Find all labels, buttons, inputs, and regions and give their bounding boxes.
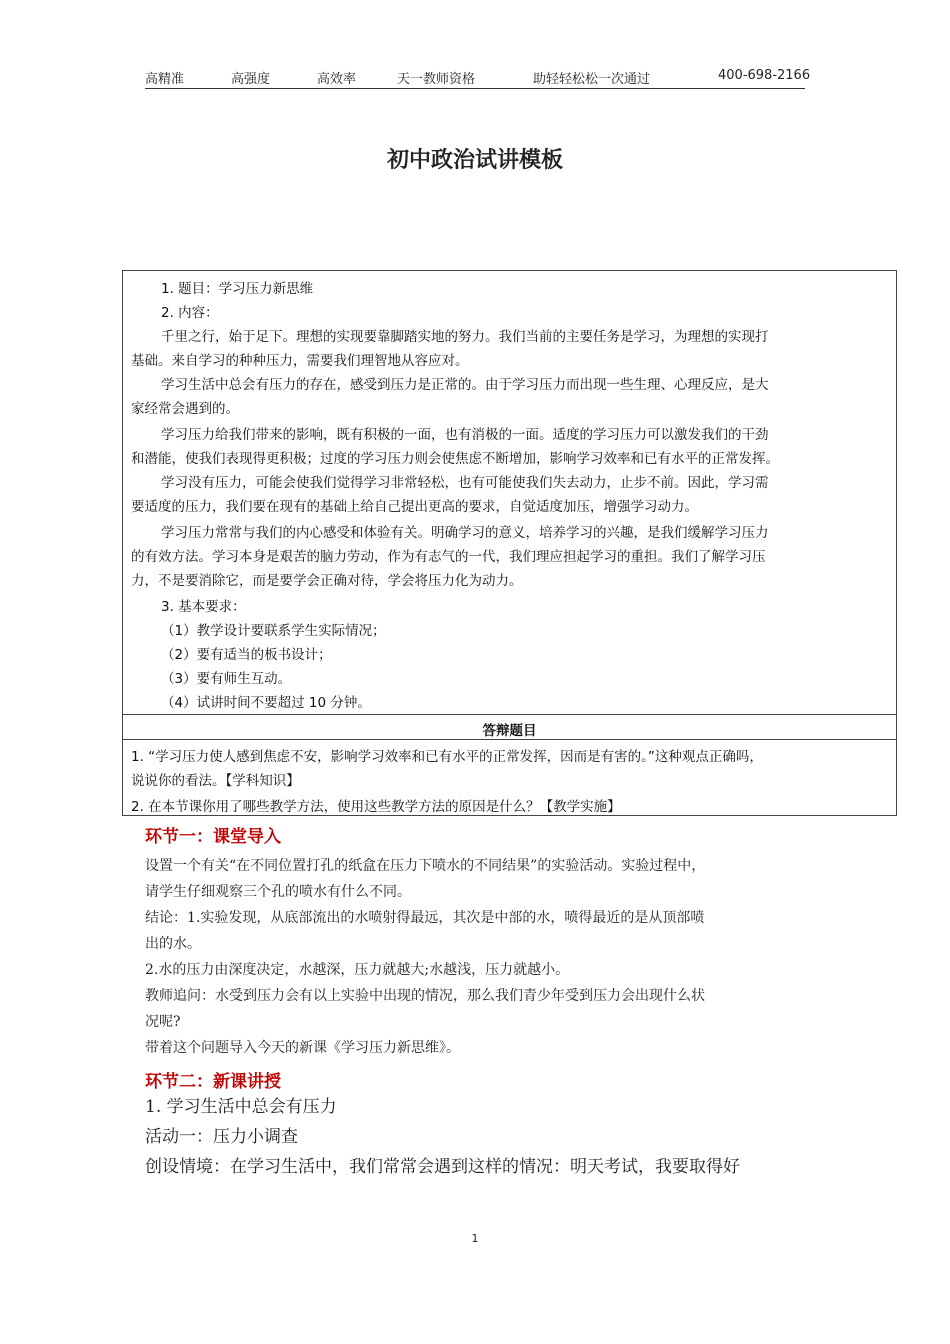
defense-title: 答辩题目 [482,723,537,739]
divider [123,714,896,715]
box-line: （3）要有师生互动。 [161,671,292,687]
box-line: 2. 内容： [161,305,219,321]
box-line: 3. 基本要求： [161,599,246,615]
header-item-1: 高精准 [145,72,185,87]
section1-line: 教师追问：水受到压力会有以上实验中出现的情况，那么我们青少年受到压力会出现什么状 [145,988,705,1004]
section1-line: 请学生仔细观察三个孔的喷水有什么不同。 [145,884,411,900]
section1-line: 况呢? [145,1014,181,1030]
box-line: 千里之行，始于足下。理想的实现要靠脚踏实地的努力。我们当前的主要任务是学习，为理想的实现打 [161,329,769,345]
section2-line: 1. 学习生活中总会有压力 [145,1097,337,1117]
header-item-3: 高效率 [317,72,357,87]
section1-line: 出的水。 [145,936,201,952]
defense-line: 说说你的看法。【学科知识】 [131,773,300,789]
box-line: 学习生活中总会有压力的存在，感受到压力是正常的。由于学习压力而出现一些生理、心理反应，是大 [161,377,769,393]
defense-line: 2. 在本节课你用了哪些教学方法，使用这些教学方法的原因是什么？【教学实施】 [131,799,621,815]
section2-line: 创设情境：在学习生活中，我们常常会遇到这样的情况：明天考试，我要取得好 [145,1157,740,1177]
header-item-4: 天一教师资格 [397,72,476,87]
defense-line: 1. “学习压力使人感到焦虑不安，影响学习效率和已有水平的正常发挥，因而是有害的。”这种观点正确吗， [131,749,763,765]
divider [123,739,896,740]
box-line: （2）要有适当的板书设计； [161,647,332,663]
task-box [122,270,897,816]
box-line: 家经常会遇到的。 [131,401,239,417]
section1-line: 设置一个有关“在不同位置打孔的纸盒在压力下喷水的不同结果”的实验活动。实验过程中， [145,858,706,874]
box-line: 学习压力常常与我们的内心感受和体验有关。明确学习的意义，培养学习的兴趣，是我们缓解学习压力 [161,525,769,541]
section-heading-1: 环节一：课堂导入 [145,827,281,847]
section1-line: 2.水的压力由深度决定，水越深，压力就越大;水越浅，压力就越小。 [145,962,570,978]
box-line: （1）教学设计要联系学生实际情况； [161,623,386,639]
section1-line: 带着这个问题导入今天的新课《学习压力新思维》。 [145,1040,460,1056]
box-line: 的有效方法。学习本身是艰苦的脑力劳动，作为有志气的一代，我们理应担起学习的重担。我们了解学习压 [131,549,766,565]
section-heading-2: 环节二：新课讲授 [145,1072,281,1092]
box-line: 1. 题目：学习压力新思维 [161,281,314,297]
page-title: 初中政治试讲模板 [386,148,563,173]
box-line: （4）试讲时间不要超过 10 分钟。 [161,695,371,711]
page-header [145,68,811,89]
box-line: 和潜能，使我们表现得更积极；过度的学习压力则会使焦虑不断增加，影响学习效率和已有水平的正常发挥。 [131,451,779,467]
box-line: 力，不是要消除它，而是要学会正确对待，学会将压力化为动力。 [131,573,523,589]
section1-line: 结论：1.实验发现，从底部流出的水喷射得最远，其次是中部的水，喷得最近的是从顶部喷 [145,910,705,926]
header-item-2: 高强度 [231,72,271,87]
lesson-content [145,822,810,1182]
section2-line: 活动一：压力小调查 [145,1127,298,1147]
box-line: 学习压力给我们带来的影响，既有积极的一面，也有消极的一面。适度的学习压力可以激发我们的干劲 [161,427,769,443]
header-item-5: 助轻轻松松一次通过 [533,72,651,87]
box-line: 学习没有压力，可能会使我们觉得学习非常轻松，也有可能使我们失去动力，止步不前。因此，学习需 [161,475,769,491]
box-line: 基础。来自学习的种种压力，需要我们理智地从容应对。 [131,353,469,369]
box-line: 要适度的压力，我们要在现有的基础上给自己提出更高的要求，自觉适度加压，增强学习动力。 [131,499,698,515]
header-phone: 400-698-2166 [718,68,811,83]
page-number: 1 [471,1232,479,1245]
